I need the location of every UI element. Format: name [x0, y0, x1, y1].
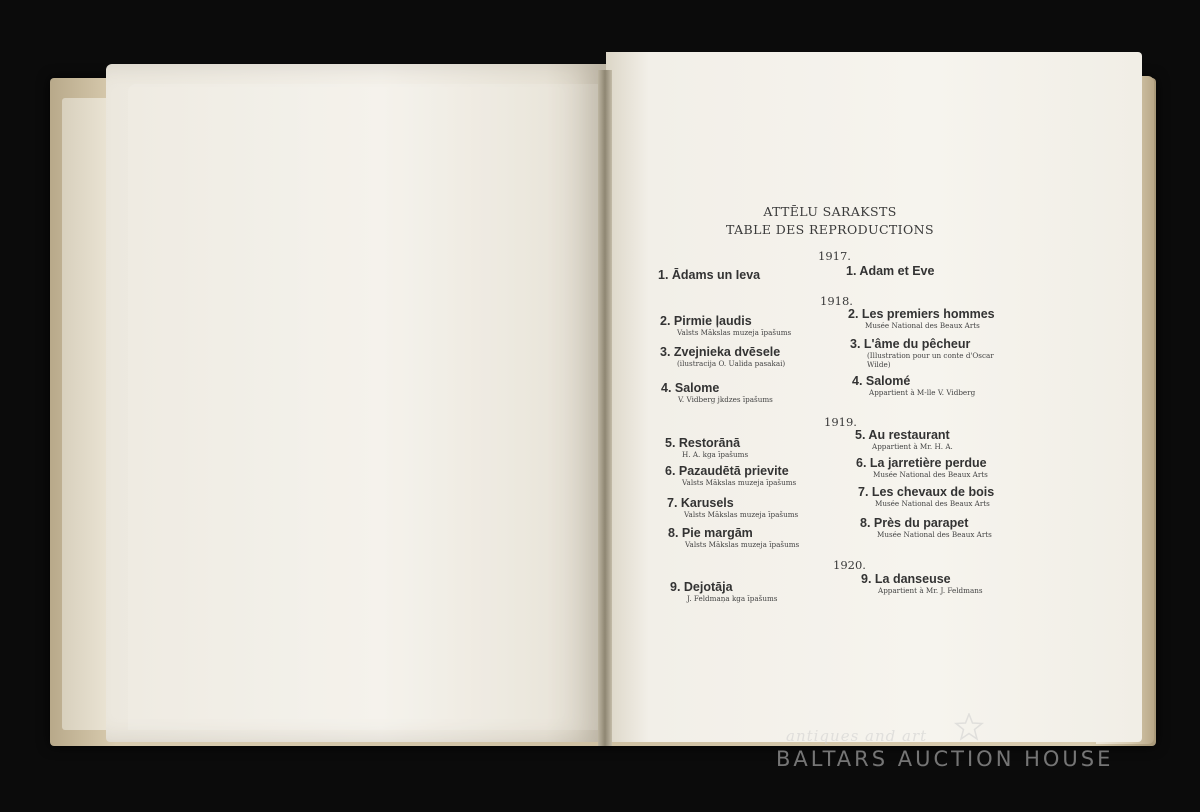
item-owner-note: Appartient à Mr. J. Feldmans [878, 586, 983, 595]
list-item [665, 464, 796, 487]
item-title: 1. Ādams un Ieva [658, 268, 761, 282]
item-title: 3. Zvejnieka dvēsele [660, 345, 781, 359]
item-title: 7. Karusels [667, 496, 734, 510]
item-title: 6. La jarretière perdue [856, 456, 987, 470]
item-title: 7. Les chevaux de bois [858, 485, 995, 499]
item-owner-note: H. A. kga īpašums [682, 450, 749, 459]
left-page-surface [128, 84, 604, 730]
star-icon [954, 713, 984, 741]
item-title: 2. Les premiers hommes [848, 307, 995, 321]
year-label: 1918. [820, 294, 853, 308]
item-owner-note: J. Feldmaņa kga īpašums [687, 594, 778, 603]
item-title: 5. Restorānā [665, 436, 741, 450]
item-owner-note: Appartient à M-lle V. Vidberg [869, 388, 976, 397]
item-owner-note: Valsts Mākslas muzeja īpašums [685, 540, 800, 549]
item-owner-note: Musée National des Beaux Arts [875, 499, 990, 508]
item-title: 4. Salome [661, 381, 720, 395]
year-label: 1920. [833, 558, 866, 572]
item-owner-note: Valsts Mākslas muzeja īpašums [682, 478, 797, 487]
list-item [856, 456, 988, 479]
list-item [665, 436, 748, 459]
list-item [670, 580, 777, 603]
item-title: 4. Salomé [852, 374, 911, 388]
list-item [852, 374, 975, 397]
item-title: 9. La danseuse [861, 572, 951, 586]
list-item [855, 428, 953, 451]
item-owner-note: V. Vidberg jkdzes īpašums [678, 395, 773, 404]
item-title: 8. Près du parapet [860, 516, 969, 530]
item-owner-note: Musée National des Beaux Arts [877, 530, 992, 539]
item-title: 2. Pirmie ļaudis [660, 314, 752, 328]
year-label: 1919. [824, 415, 857, 429]
list-item [660, 314, 791, 337]
list-item [660, 345, 785, 368]
watermark-tagline: antiques and art [786, 727, 928, 745]
auction-house-watermark [776, 727, 1196, 777]
list-item [668, 526, 799, 549]
list-item [846, 264, 934, 278]
list-item [861, 572, 983, 595]
item-title: 3. L'âme du pêcheur [850, 337, 971, 351]
item-title: 6. Pazaudētā prievite [665, 464, 789, 478]
list-title-french: TABLE DES REPRODUCTIONS [726, 222, 934, 237]
item-owner-note: (Illustration pour un conte d'Oscar [867, 351, 994, 360]
list-item [860, 516, 992, 539]
item-owner-note: (ilustracija O. Ualida pasakai) [677, 359, 786, 368]
item-owner-note: Wilde) [867, 360, 891, 369]
item-title: 9. Dejotāja [670, 580, 733, 594]
item-owner-note: Valsts Mākslas muzeja īpašums [677, 328, 792, 337]
item-owner-note: Musée National des Beaux Arts [873, 470, 988, 479]
list-item [858, 485, 994, 508]
list-item [848, 307, 995, 330]
book-gutter [598, 70, 612, 746]
item-owner-note: Valsts Mākslas muzeja īpašums [684, 510, 799, 519]
watermark-name: BALTARS AUCTION HOUSE [776, 747, 1114, 771]
list-item [667, 496, 798, 519]
item-title: 1. Adam et Eve [846, 264, 935, 278]
list-title-latvian: ATTĒLU SARAKSTS [763, 204, 897, 219]
list-item [661, 381, 773, 404]
item-title: 5. Au restaurant [855, 428, 950, 442]
list-item [658, 268, 760, 282]
year-label: 1917. [818, 249, 851, 263]
item-title: 8. Pie margām [668, 526, 753, 540]
item-owner-note: Musée National des Beaux Arts [865, 321, 980, 330]
item-owner-note: Appartient à Mr. H. A. [872, 442, 953, 451]
list-item [850, 337, 994, 369]
